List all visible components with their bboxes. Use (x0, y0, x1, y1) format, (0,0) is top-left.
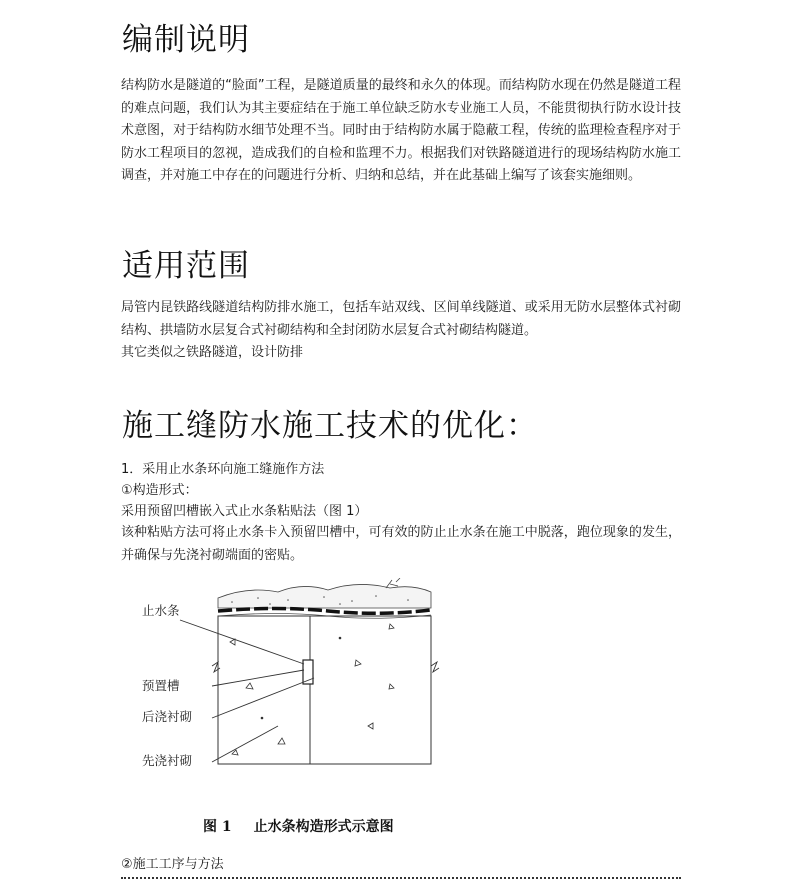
section-paragraph-scope (121, 297, 681, 365)
waterstop-diagram (128, 578, 448, 778)
aggregate-marks (230, 624, 394, 755)
cut-off-text-line (121, 872, 681, 880)
break-mark-right (431, 662, 439, 672)
leader-lines (180, 620, 314, 762)
figure-caption (203, 816, 394, 836)
rock-layer (218, 584, 431, 608)
method-line: 采用预留凹槽嵌入式止水条粘贴法（图 1） (121, 504, 368, 519)
section-heading-preparation: 编制说明 (122, 22, 250, 58)
subheading-structure: ①构造形式： (121, 483, 198, 498)
section-heading-scope: 适用范围 (122, 248, 250, 284)
paragraph-text: 其它类似之铁路隧道，设计防排 (121, 345, 304, 360)
figure-number: 图 1 (203, 819, 232, 835)
figure-title: 止水条构造形式示意图 (253, 819, 394, 835)
rock-crack-mark (386, 578, 400, 588)
label-groove: 预置槽 (142, 678, 180, 693)
label-later-lining: 后浇衬砌 (142, 709, 193, 724)
step-heading: 1．采用止水条环向施工缝施作方法 (121, 462, 325, 477)
label-earlier-lining: 先浇衬砌 (142, 753, 193, 768)
paragraph-text: 该种粘贴方法可将止水条卡入预留凹槽中，可有效的防止止水条在施工中脱落，跑位现象的发生，并确保与先浇衬砌端面的密贴。 (121, 525, 681, 563)
break-mark-left (212, 662, 220, 672)
section-paragraph-preparation (121, 75, 681, 188)
paragraph-text: 局管内昆铁路线隧道结构防排水施工，包括车站双线、区间单线隧道、或采用无防水层整体式衬砌结构、拱墙防水层复合式衬砌结构和全封闭防水层复合式衬砌结构隧道。 (121, 300, 681, 338)
next-step-heading: ②施工工序与方法 (121, 857, 224, 872)
section-heading-optimization: 施工缝防水施工技术的优化： (122, 408, 538, 444)
paragraph-text: 结构防水是隧道的“脸面”工程，是隧道质量的最终和永久的体现。而结构防水现在仍然是隧道工程的难点问题，我们认为其主要症结在于施工单位缺乏防水专业施工人员，不能贯彻执行防水设计技术意图，对于结构防水细节处理不当。同时由于结构防水属于隐蔽工程，传统的监理检查程序对于防水工程项目的忽视，造成我们的自检和监理不力。根据我们对铁路隧道进行的现场结构防水施工调查，并对施工中存在的问题进行分析、归纳和总结，并在此基础上编写了该套实施细则。 (121, 78, 681, 183)
label-waterstop: 止水条 (142, 603, 180, 618)
method-description (121, 522, 681, 567)
waterproof-layer (218, 609, 431, 614)
